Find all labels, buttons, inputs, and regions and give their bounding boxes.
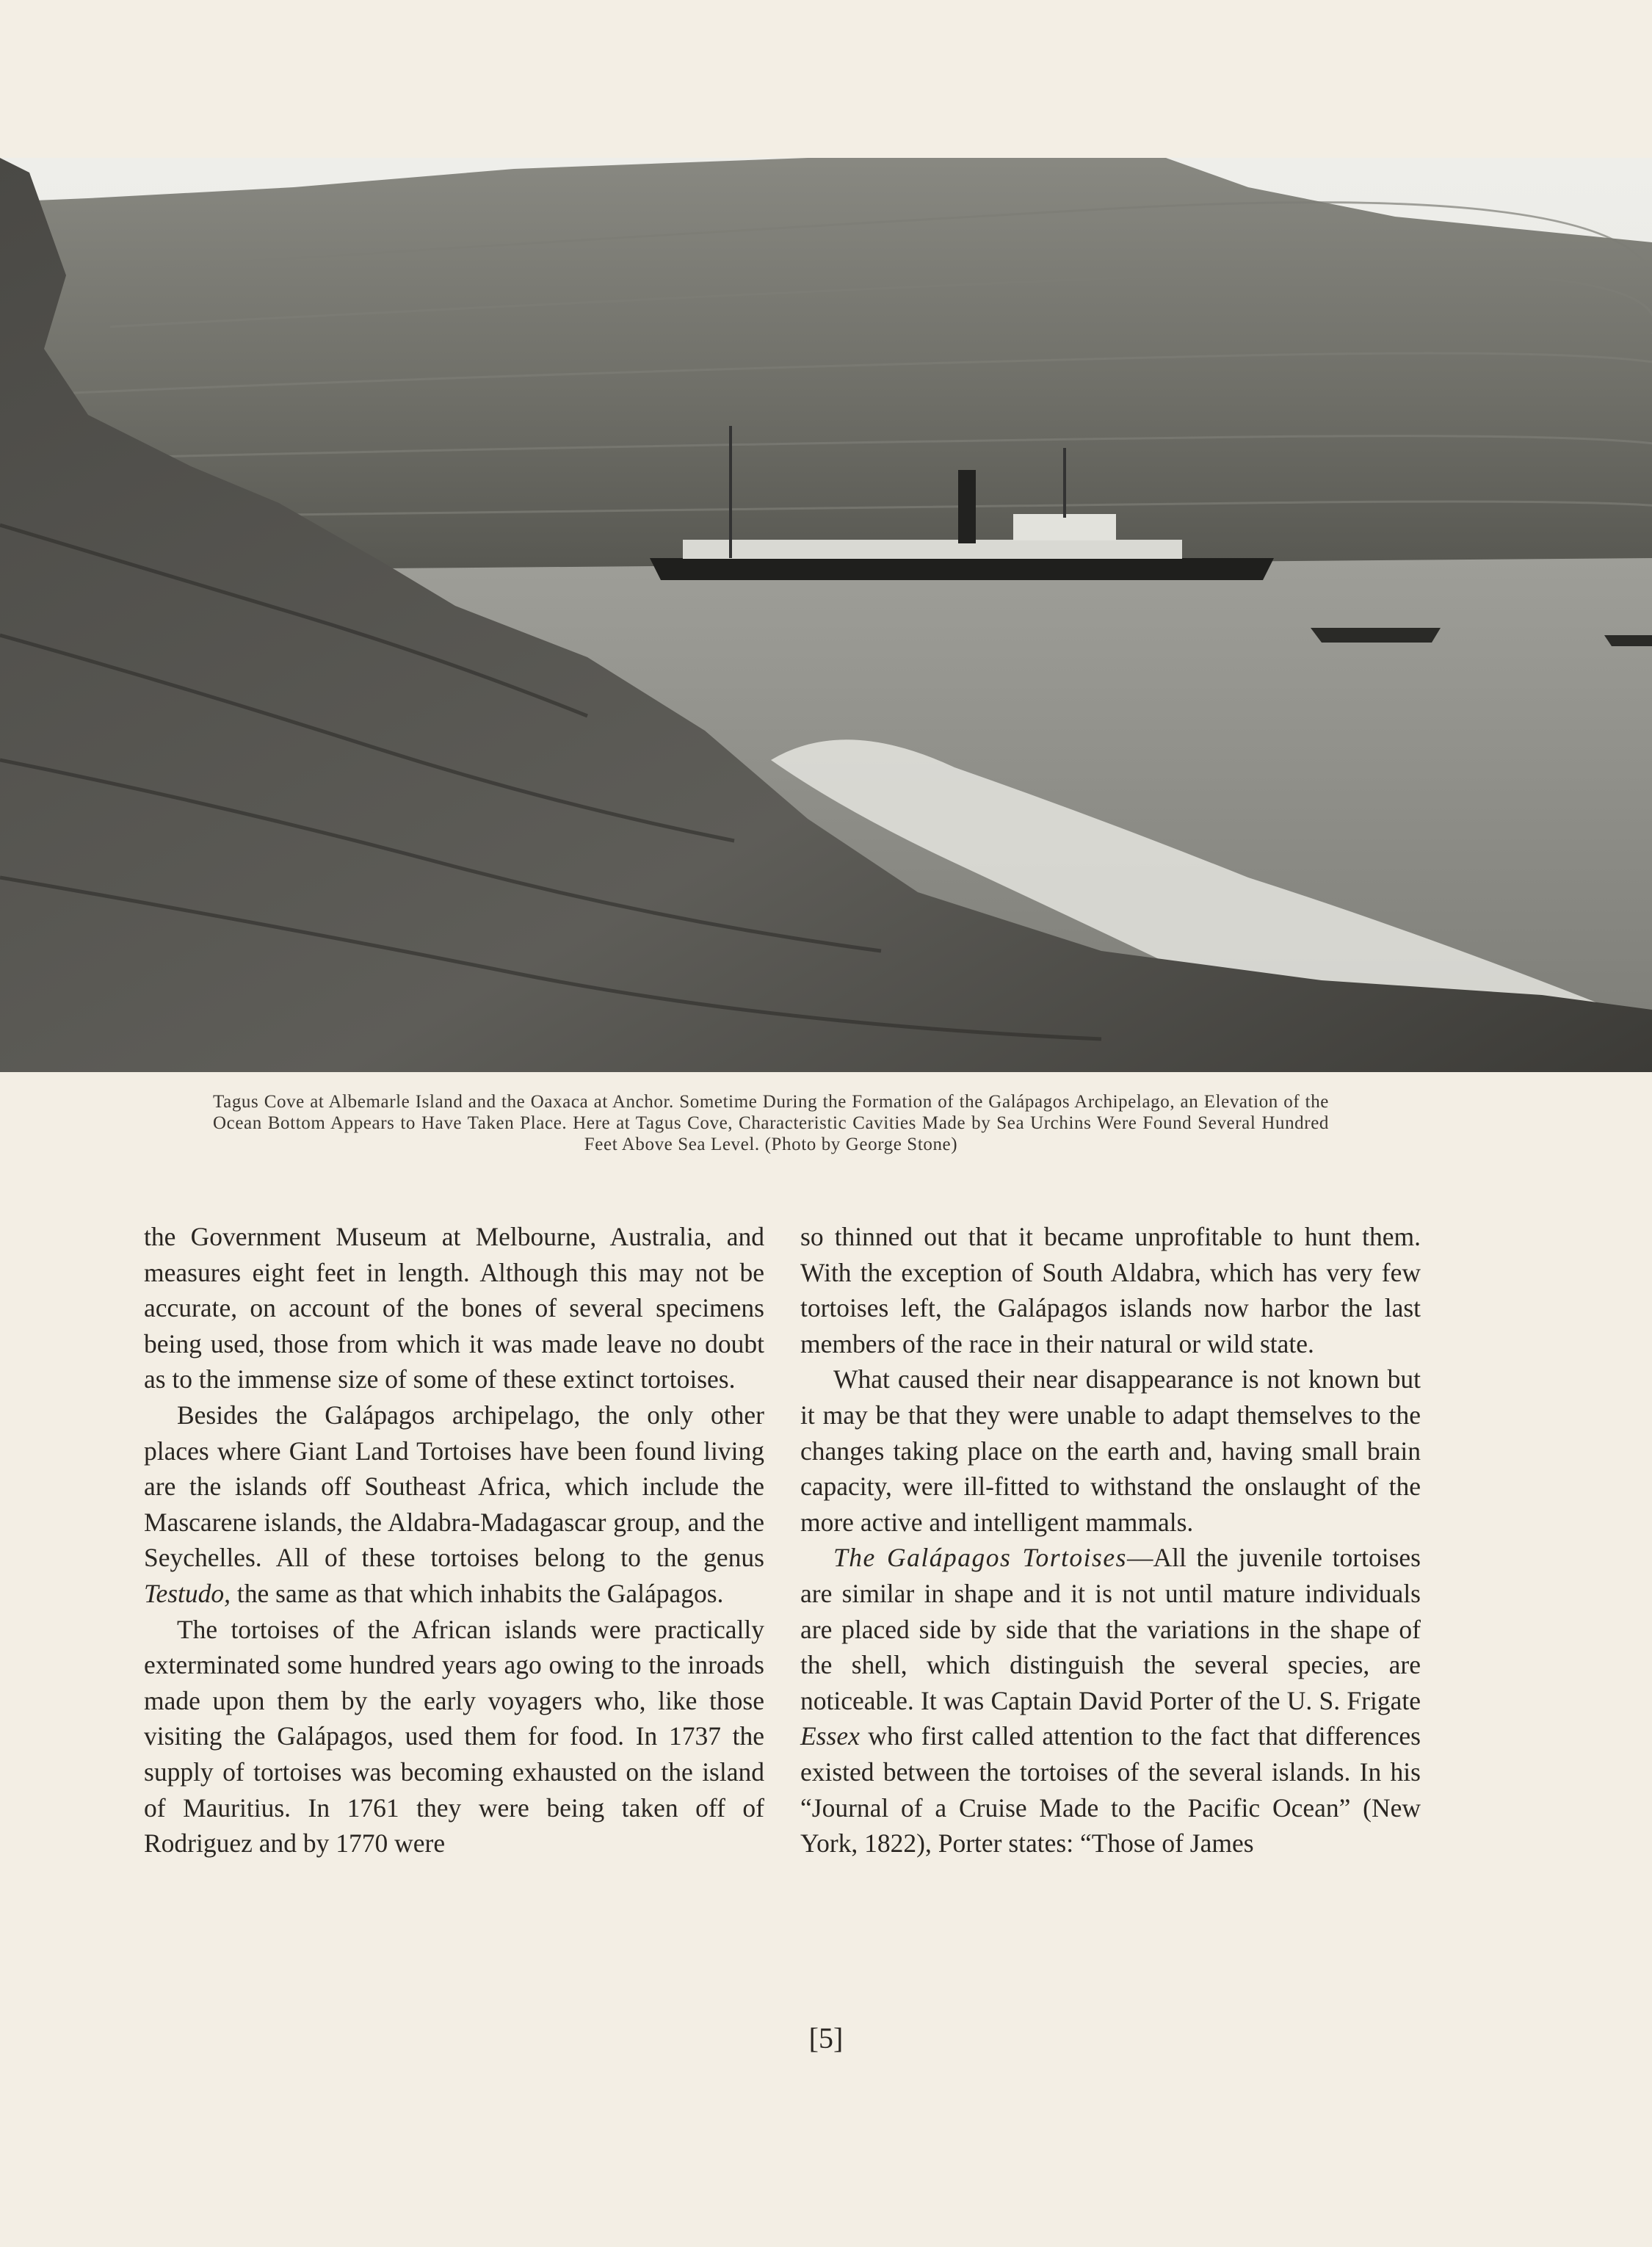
right-paragraph-3-start: —All the juvenile tortoises are similar in shape and it is not until mature individuals are placed side by side that the variations in the shape of the shell, which distinguish the several species, are noticeable. It was Captain David Porter of the U. S. Frigate — [800, 1543, 1421, 1715]
photo-caption: Tagus Cove at Albemarle Island and the Oaxaca at Anchor. Sometime During the Formation of the Galápagos Archipelago, an Elevation of the Ocean Bottom Appears to Have Taken Place. Here at Tagus Cove, Characteristic Cavities Made by Sea Urchins Were Found Several Hundred Feet Above Sea Level. (Photo by George Stone) — [213, 1092, 1329, 1154]
right-column — [800, 1219, 1421, 1861]
tagus-cove-photo — [0, 158, 1652, 1072]
left-paragraph-1: the Government Museum at Melbourne, Australia, and measures eight feet in length. Although this may not be accurate, on account of the bones of several specimens being used, those from which it was made leave no doubt as to the immense size of some of these extinct tortoises. — [144, 1222, 764, 1394]
left-paragraph-2-start: Besides the Galápagos archipelago, the only other places where Giant Land Tortoises have been found living are the islands off Southeast Africa, which include the Mascarene islands, the Aldabra-Madagascar group, and the Seychelles. All of these tortoises belong to the genus — [144, 1400, 764, 1573]
page-number: [5] — [808, 2022, 844, 2055]
right-paragraph-2: What caused their near disappearance is not known but it may be that they were unable to adapt themselves to the changes taking place on the earth and, having small brain capacity, were ill-fitted to withstand the onslaught of the more active and intelligent mammals. — [800, 1364, 1421, 1537]
ship-name: Essex — [800, 1721, 860, 1751]
left-paragraph-2-end: the same as that which inhabits the Galápagos. — [231, 1578, 724, 1608]
section-heading: The Galápagos Tortoises — [833, 1543, 1127, 1573]
genus-name: Testudo, — [144, 1578, 231, 1608]
right-paragraph-3 — [800, 1540, 1421, 1861]
left-paragraph-2 — [144, 1397, 764, 1612]
right-paragraph-3-end: who first called attention to the fact that differences existed between the tortoises of the several islands. In his “Journal of a Cruise Made to the Pacific Ocean” (New York, 1822), Porter states: “Those of James — [800, 1721, 1421, 1859]
right-paragraph-1: so thinned out that it became unprofitable to hunt them. With the exception of South Aldabra, which has very few tortoises left, the Galápagos islands now harbor the last members of the race in their natural or wild state. — [800, 1222, 1421, 1358]
left-column — [144, 1219, 764, 1861]
left-paragraph-3: The tortoises of the African islands were practically exterminated some hundred years ago owing to the inroads made upon them by the early voyagers who, like those visiting the Galápagos, used them for food. In 1737 the supply of tortoises was becoming exhausted on the island of Mauritius. In 1761 they were being taken off of Rodriguez and by 1770 were — [144, 1614, 764, 1859]
